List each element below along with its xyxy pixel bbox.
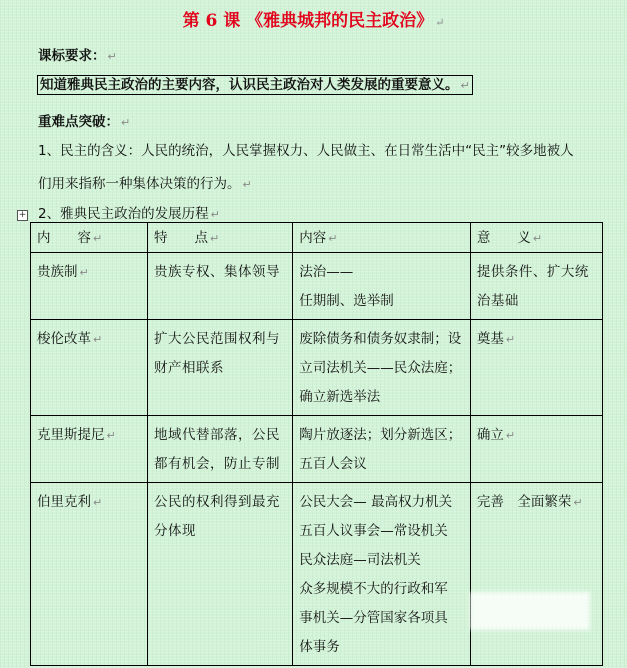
header-text: 内 容 xyxy=(37,230,91,246)
cell-text: 公民的权利得到最充分体现 xyxy=(154,494,281,539)
paragraph-mark-icon: ↵ xyxy=(93,496,103,509)
paragraph-mark-icon: ↵ xyxy=(121,116,131,129)
cell-content xyxy=(293,483,471,666)
cell-feature xyxy=(148,253,293,320)
header-cell-content xyxy=(293,223,471,253)
table-row xyxy=(31,416,603,483)
paragraph-mark-icon: ↵ xyxy=(505,429,516,442)
cell-line: 法治—— xyxy=(299,264,354,280)
paragraph-mark-icon: ↵ xyxy=(505,333,516,346)
heading-requirements xyxy=(38,44,117,64)
header-cell-meaning xyxy=(470,223,602,253)
cell-text: 贵族制 xyxy=(37,264,78,280)
cell-meaning xyxy=(470,483,602,666)
title-text: 第 6 课 《雅典城邦的民主政治》 xyxy=(182,11,434,31)
paragraph-mark-icon: ↵ xyxy=(107,50,117,63)
cell-name xyxy=(31,416,148,483)
cell-text: 克里斯提尼 xyxy=(37,427,105,443)
cell-text: 梭伦改革 xyxy=(37,331,91,347)
cell-name xyxy=(31,320,148,416)
cell-name xyxy=(31,483,148,666)
cell-meaning xyxy=(470,320,602,416)
page-title xyxy=(0,6,627,31)
cell-text: 地域代替部落，公民都有机会，防止专制 xyxy=(154,427,281,472)
header-text: 内容 xyxy=(299,230,327,246)
paragraph-mark-icon: ↵ xyxy=(328,232,338,245)
paragraph-mark-icon: ↵ xyxy=(106,429,116,442)
header-text: 意 义 xyxy=(476,230,531,246)
paragraph-mark-icon: ↵ xyxy=(460,79,470,92)
table-header-row xyxy=(31,223,603,253)
paragraph-mark-icon: ↵ xyxy=(435,16,445,29)
cell-line: 事机关—分管国家各项具 xyxy=(299,610,448,626)
point2-text: 2、雅典民主政治的发展历程 xyxy=(38,206,209,222)
header-cell-feature xyxy=(148,223,293,253)
paragraph-mark-icon: ↵ xyxy=(242,178,252,191)
cell-line: 公民大会— 最高权力机关 xyxy=(299,494,453,510)
cell-text: 提供条件、扩大统治基础 xyxy=(476,264,589,309)
cell-text: 贵族专权、集体领导 xyxy=(154,264,281,280)
point1-line2-text: 们用来指称一种集体决策的行为。 xyxy=(38,176,241,192)
cell-line: 确立新选举法 xyxy=(299,389,381,405)
cell-text: 扩大公民范围权利与财产相联系 xyxy=(154,331,281,376)
table-row xyxy=(31,320,603,416)
paragraph-mark-icon: ↵ xyxy=(79,266,89,279)
table-row xyxy=(31,253,603,320)
paragraph-mark-icon: ↵ xyxy=(573,496,583,509)
table-row xyxy=(31,483,603,666)
point2 xyxy=(38,202,220,222)
table-move-handle-icon[interactable]: + xyxy=(18,210,27,220)
cell-line: 众多规模不大的行政和军 xyxy=(299,581,448,597)
cell-line: 任期制、选举制 xyxy=(299,293,394,309)
cell-content xyxy=(293,416,471,483)
cell-text: 确立 xyxy=(476,427,504,443)
cell-line: 民众法庭—司法机关 xyxy=(299,552,421,568)
cell-content xyxy=(293,320,471,416)
paragraph-mark-icon: ↵ xyxy=(210,232,220,245)
cell-meaning xyxy=(470,253,602,320)
cell-line: 五百人会议 xyxy=(299,456,367,472)
faded-watermark xyxy=(470,592,590,630)
cell-line: 体事务 xyxy=(299,639,340,655)
paragraph-mark-icon: ↵ xyxy=(93,232,103,245)
cell-feature xyxy=(148,320,293,416)
heading-key-points xyxy=(38,110,130,130)
cell-text: 伯里克利 xyxy=(37,494,91,510)
cell-line: 废除债务和债务奴隶制；设 xyxy=(299,331,462,347)
cell-feature xyxy=(148,483,293,666)
requirement-box xyxy=(37,75,473,95)
paragraph-mark-icon: ↵ xyxy=(93,333,103,346)
cell-text: 奠基 xyxy=(476,331,504,347)
cell-line: 立司法机关——民众法庭； xyxy=(299,360,462,376)
point1-line1: 1、民主的含义：人民的统治，人民掌握权力、人民做主、在日常生活中“民主”较多地被人 xyxy=(38,143,574,159)
heading-key-points-text: 重难点突破： xyxy=(38,114,119,130)
cell-meaning xyxy=(470,416,602,483)
cell-feature xyxy=(148,416,293,483)
point1-line2 xyxy=(38,172,252,192)
header-text: 特 点 xyxy=(154,230,209,246)
cell-line: 五百人议事会—常设机关 xyxy=(299,523,448,539)
heading-requirements-text: 课标要求： xyxy=(38,48,106,64)
paragraph-mark-icon: ↵ xyxy=(210,208,220,221)
cell-text: 完善 全面繁荣 xyxy=(476,494,572,510)
cell-name xyxy=(31,253,148,320)
cell-line: 陶片放逐法；划分新选区； xyxy=(299,427,462,443)
cell-content xyxy=(293,253,471,320)
header-cell-name xyxy=(31,223,148,253)
paragraph-mark-icon: ↵ xyxy=(532,232,543,245)
requirement-text: 知道雅典民主政治的主要内容，认识民主政治对人类发展的重要意义。 xyxy=(40,77,459,93)
